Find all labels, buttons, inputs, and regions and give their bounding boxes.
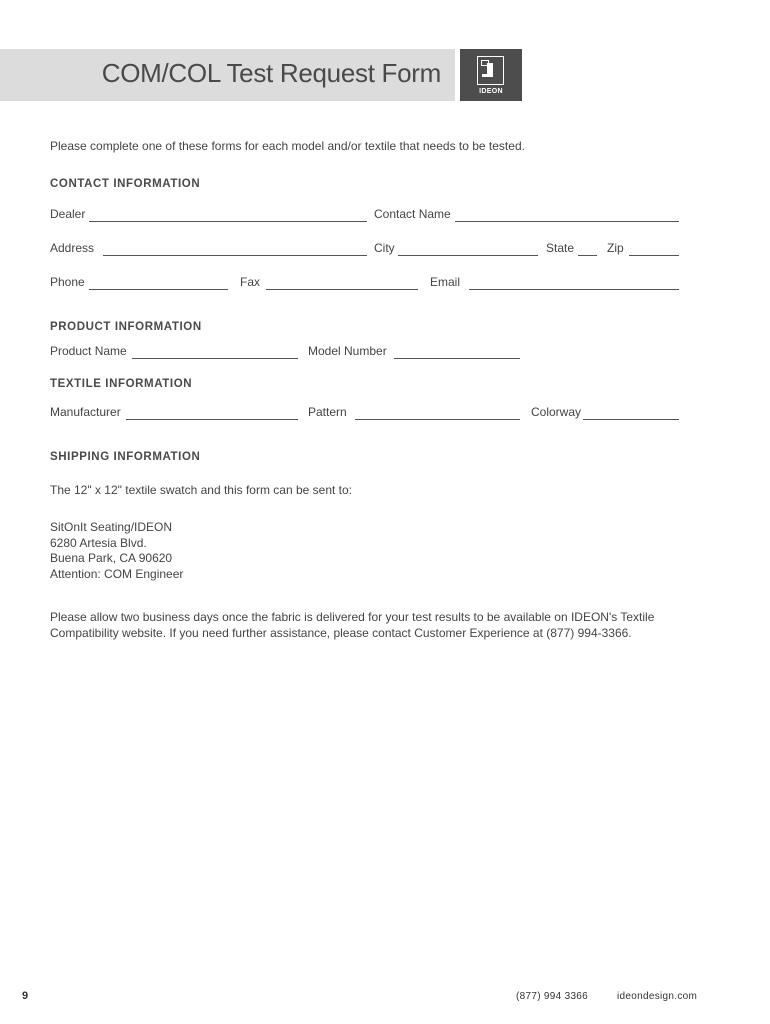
manufacturer-field[interactable] (126, 419, 298, 420)
contact-row-3 (50, 275, 679, 291)
page-number: 9 (22, 990, 29, 1002)
contact-name-label: Contact Name (374, 207, 451, 221)
shipping-heading: SHIPPING INFORMATION (50, 451, 201, 463)
paragraph-line: Compatibility website. If you need further assistance, please contact Customer Experience at (877) 994-3366. (50, 626, 632, 640)
product-name-label: Product Name (50, 344, 127, 358)
city-label: City (374, 241, 395, 255)
contact-row-2 (50, 241, 679, 257)
footer-website: ideondesign.com (617, 991, 698, 1002)
intro-text: Please complete one of these forms for each model and/or textile that needs to be tested. (50, 139, 525, 153)
paragraph-line: Please allow two business days once the fabric is delivered for your test results to be available on IDEON's Textile (50, 610, 655, 624)
footer-phone: (877) 994 3366 (516, 991, 589, 1002)
product-heading: PRODUCT INFORMATION (50, 321, 202, 333)
address-line: Buena Park, CA 90620 (50, 551, 173, 565)
state-label: State (546, 241, 575, 255)
address-line: 6280 Artesia Blvd. (50, 535, 147, 550)
pattern-label: Pattern (308, 405, 347, 419)
logo-mark-icon (477, 56, 504, 85)
state-field[interactable] (578, 255, 597, 256)
model-number-label: Model Number (308, 344, 387, 358)
address-label: Address (50, 241, 95, 255)
dealer-field[interactable] (89, 221, 367, 222)
shipping-address (50, 520, 183, 582)
zip-field[interactable] (629, 255, 679, 256)
contact-name-field[interactable] (455, 221, 679, 222)
manufacturer-label: Manufacturer (50, 405, 121, 419)
address-field[interactable] (103, 255, 367, 256)
phone-field[interactable] (89, 289, 228, 290)
address-line: SitOnIt Seating/IDEON (50, 520, 173, 534)
fax-label: Fax (240, 275, 261, 289)
pattern-field[interactable] (355, 419, 520, 420)
email-field[interactable] (469, 289, 679, 290)
address-line: Attention: COM Engineer (50, 566, 184, 581)
phone-label: Phone (50, 275, 85, 289)
email-label: Email (430, 275, 461, 289)
fax-field[interactable] (266, 289, 418, 290)
page-title: COM/COL Test Request Form (101, 58, 441, 88)
zip-label: Zip (607, 241, 624, 255)
title-bar (0, 49, 455, 101)
logo-text: IDEON (479, 88, 503, 95)
dealer-label: Dealer (50, 207, 86, 221)
product-name-field[interactable] (132, 358, 298, 359)
textile-row (50, 405, 679, 421)
model-number-field[interactable] (394, 358, 520, 359)
shipping-note: The 12" x 12" textile swatch and this form can be sent to: (50, 483, 353, 497)
textile-heading: TEXTILE INFORMATION (50, 378, 193, 390)
product-row (50, 344, 679, 360)
colorway-field[interactable] (583, 419, 679, 420)
contact-heading: CONTACT INFORMATION (50, 178, 201, 190)
ideon-logo (460, 49, 522, 101)
contact-row-1 (50, 207, 679, 223)
city-field[interactable] (398, 255, 538, 256)
registered-mark: ® (505, 52, 511, 59)
closing-paragraph (50, 609, 690, 641)
colorway-label: Colorway (531, 405, 582, 419)
